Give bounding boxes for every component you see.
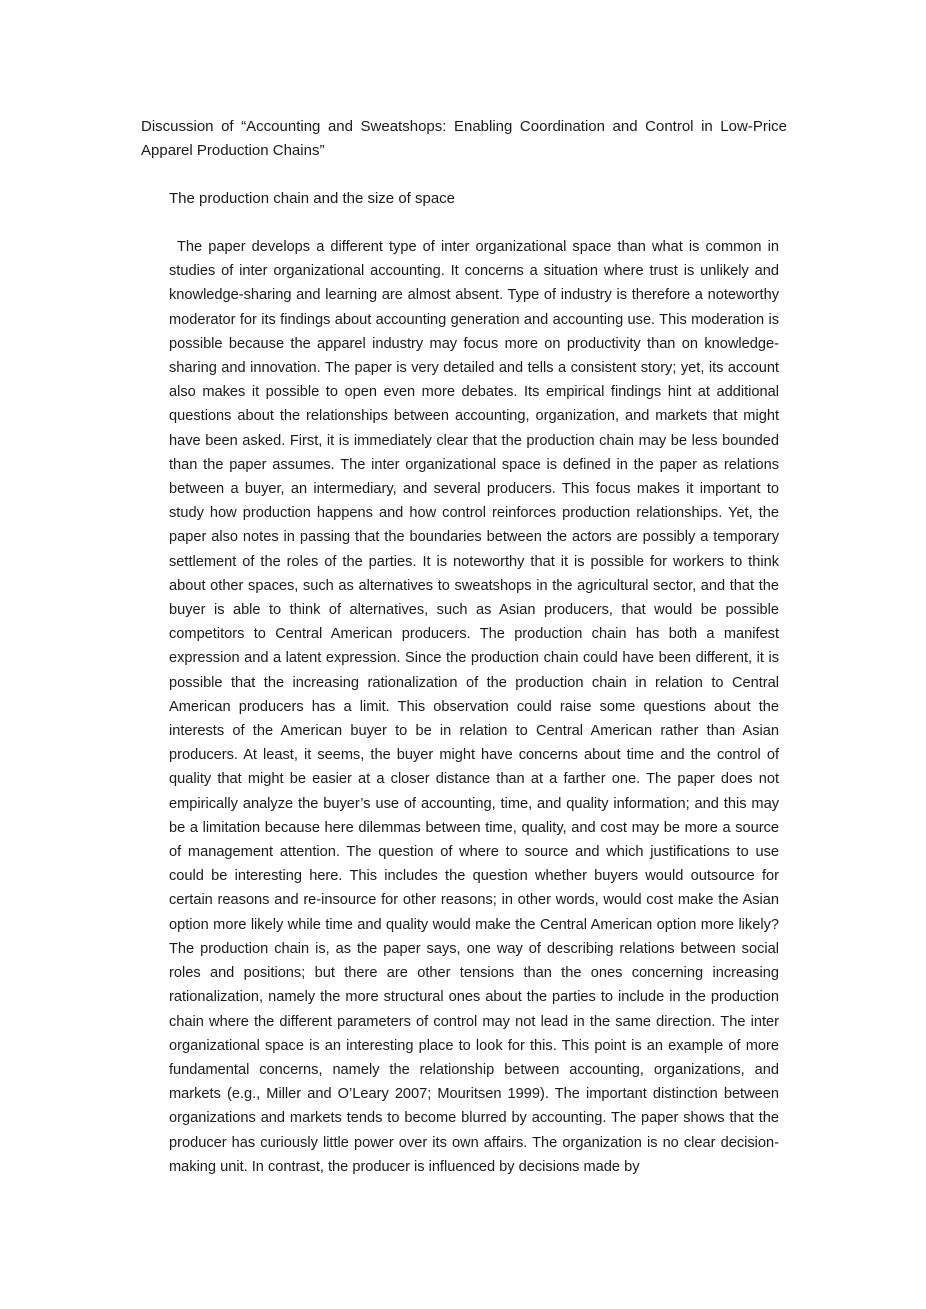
- document-title: Discussion of “Accounting and Sweatshops: Enabling Coordination and Control in Low-Price Apparel Production Chains”: [141, 118, 787, 159]
- body-paragraph: The paper develops a different type of inter organizational space than what is common in studies of inter organizational accounting. It concerns a situation where trust is unlikely and knowledge-sharing and learning are almost absent. Type of industry is therefore a noteworthy moderator for its findings about accounting generation and accounting use. This moderation is possible because the apparel industry may focus more on productivity than on knowledge-sharing and innovation. The paper is very detailed and tells a consistent story; yet, its account also makes it possible to open even more debates. Its empirical findings hint at additional questions about the relationships between accounting, organization, and markets that might have been asked. First, it is immediately clear that the production chain may be less bounded than the paper assumes. The inter organizational space is defined in the paper as relations between a buyer, an intermediary, and several producers. This focus makes it important to study how production happens and how control reinforces production relationships. Yet, the paper also notes in passing that the boundaries between the actors are possibly a temporary settlement of the roles of the parties. It is noteworthy that it is possible for workers to think about other spaces, such as alternatives to sweatshops in the agricultural sector, and that the buyer is able to think of alternatives, such as Asian producers, that would be possible competitors to Central American producers. The production chain has both a manifest expression and a latent expression. Since the production chain could have been different, it is possible that the increasing rationalization of the production chain in relation to Central American producers has a limit. This observation could raise some questions about the interests of the American buyer to be in relation to Central American rather than Asian producers. At least, it seems, the buyer might have concerns about time and the control of quality that might be easier at a closer distance than at a farther one. The paper does not empirically analyze the buyer’s use of accounting, time, and quality information; and this may be a limitation because here dilemmas between time, quality, and cost may be more a source of management attention. The question of where to source and which justifications to use could be interesting here. This includes the question whether buyers would outsource for certain reasons and re-insource for other reasons; in other words, would cost make the Asian option more likely while time and quality would make the Central American option more likely? The production chain is, as the paper says, one way of describing relations between social roles and positions; but there are other tensions than the ones concerning increasing rationalization, namely the more structural ones about the parties to include in the production chain where the different parameters of control may not lead in the same direction. The inter organizational space is an interesting place to look for this. This point is an example of more fundamental concerns, namely the relationship between accounting, organizations, and markets (e.g., Miller and O’Leary 2007; Mouritsen 1999). The important distinction between organizations and markets tends to become blurred by accounting. The paper shows that the producer has curiously little power over its own affairs. The organization is no clear decision-making unit. In contrast, the producer is influenced by decisions made by: [169, 239, 779, 1175]
- section-heading: The production chain and the size of space: [169, 190, 456, 207]
